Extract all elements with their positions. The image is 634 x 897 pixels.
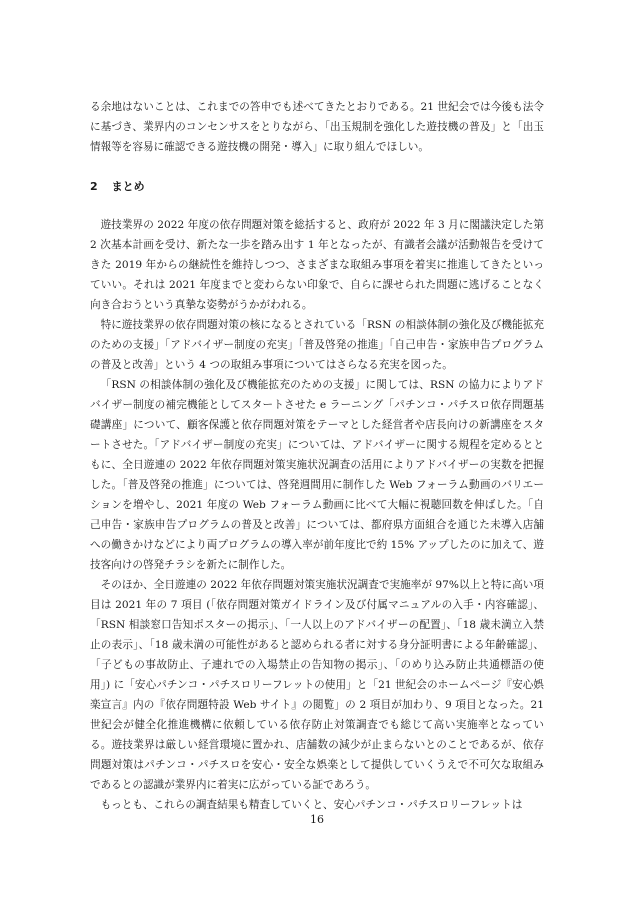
section-heading	[90, 177, 544, 197]
body-paragraph: 「RSN の相談体制の強化及び機能拡充のための支援」に関しては、RSN の協力によりアドバイザー制度の補完機能としてスタートさせた e ラーニング「パチンコ・パチスロ依存問題基礎講座」について、顧客保護と依存問題対策をテーマとした経営者や店長向けの新講座をスタートさせた。「アドバイザー制度の充実」については、アドバイザーに関する規程を定めるとともに、全日遊連の 2022 年依存問題対策実施状況調査の活用によりアドバイザーの実数を把握した。「普及啓発の推進」については、啓発週間用に制作した Web フォーラム動画のバリエーションを増やし、2021 年度の Web フォーラム動画に比べて大幅に視聴回数を伸ばした。「自己申告・家族申告プログラムの普及と改善」については、都府県方面組合を通じた未導入店舗への働きかけなどにより両プログラムの導入率が前年度比で約 15% アップしたのに加えて、遊技客向けの啓発チラシを新たに制作した。	[90, 379, 544, 571]
body-paragraph: 特に遊技業界の依存問題対策の核になるとされている「RSN の相談体制の強化及び機能拡充のための支援」「アドバイザー制度の充実」「普及啓発の推進」「自己申告・家族申告プログラムの普及と改善」という 4 つの取組み事項についてはさらなる充実を図った。	[90, 319, 544, 371]
body-paragraph: もっとも、これらの調査結果も精査していくと、安心パチンコ・パチスロリーフレットは	[100, 799, 523, 811]
page-number: 16	[310, 813, 324, 826]
section-title: まとめ	[111, 180, 145, 193]
body-paragraph: 遊技業界の 2022 年度の依存問題対策を総括すると、政府が 2022 年 3 月に閣議決定した第 2 次基本計画を受け、新たな一歩を踏み出す 1 年となったが、有識者会議が活動報告を受けてきた 2019 年からの継続性を維持しつつ、さまざまな取組み事項を着実に推進してきたといっていい。それは 2021 年度までと変わらない印象で、自らに課せられた問題に逃げることなく向き合おうという真摯な姿勢がうかがわれる。	[90, 219, 544, 311]
body-paragraph: そのほか、全日遊連の 2022 年依存問題対策実施状況調査で実施率が 97%以上と特に高い項目は 2021 年の 7 項目 (「依存問題対策ガイドライン及び付属マニュアルの入手・内容確認」、「RSN 相談窓口告知ポスターの掲示」、「一人以上のアドバイザーの配置」、「18 歳未満立入禁止の表示」、「18 歳未満の可能性があると認められる者に対する身分証明書による年齢確認」、「子どもの事故防止、子連れでの入場禁止の告知物の掲示」、「のめり込み防止共通標語の使用」) に「安心パチンコ・パチスロリーフレットの使用」と「21 世紀会のホームページ『安心娯楽宣言』内の『依存問題特設 Web サイト』の閲覧」の 2 項目が加わり、9 項目となった。21 世紀会が健全化推進機構に依頼している依存防止対策調査でも総じて高い実施率となっている。遊技業界は厳しい経営環境に置かれ、店舗数の減少が止まらないとのことであるが、依存問題対策はパチンコ・パチスロを安心・安全な娯楽として提供していくうえで不可欠な取組みであるとの認識が業界内に着実に広がっている証であろう。	[90, 579, 544, 791]
document-body	[90, 97, 544, 815]
intro-paragraph: る余地はないことは、これまでの答申でも述べてきたとおりである。21 世紀会では今後も法令に基づき、業界内のコンセンサスをとりながら、「出玉規制を強化した遊技機の普及」と「出玉情報等を容易に確認できる遊技機の開発・導入」に取り組んでほしい。	[90, 101, 544, 153]
section-number: 2	[90, 180, 98, 193]
